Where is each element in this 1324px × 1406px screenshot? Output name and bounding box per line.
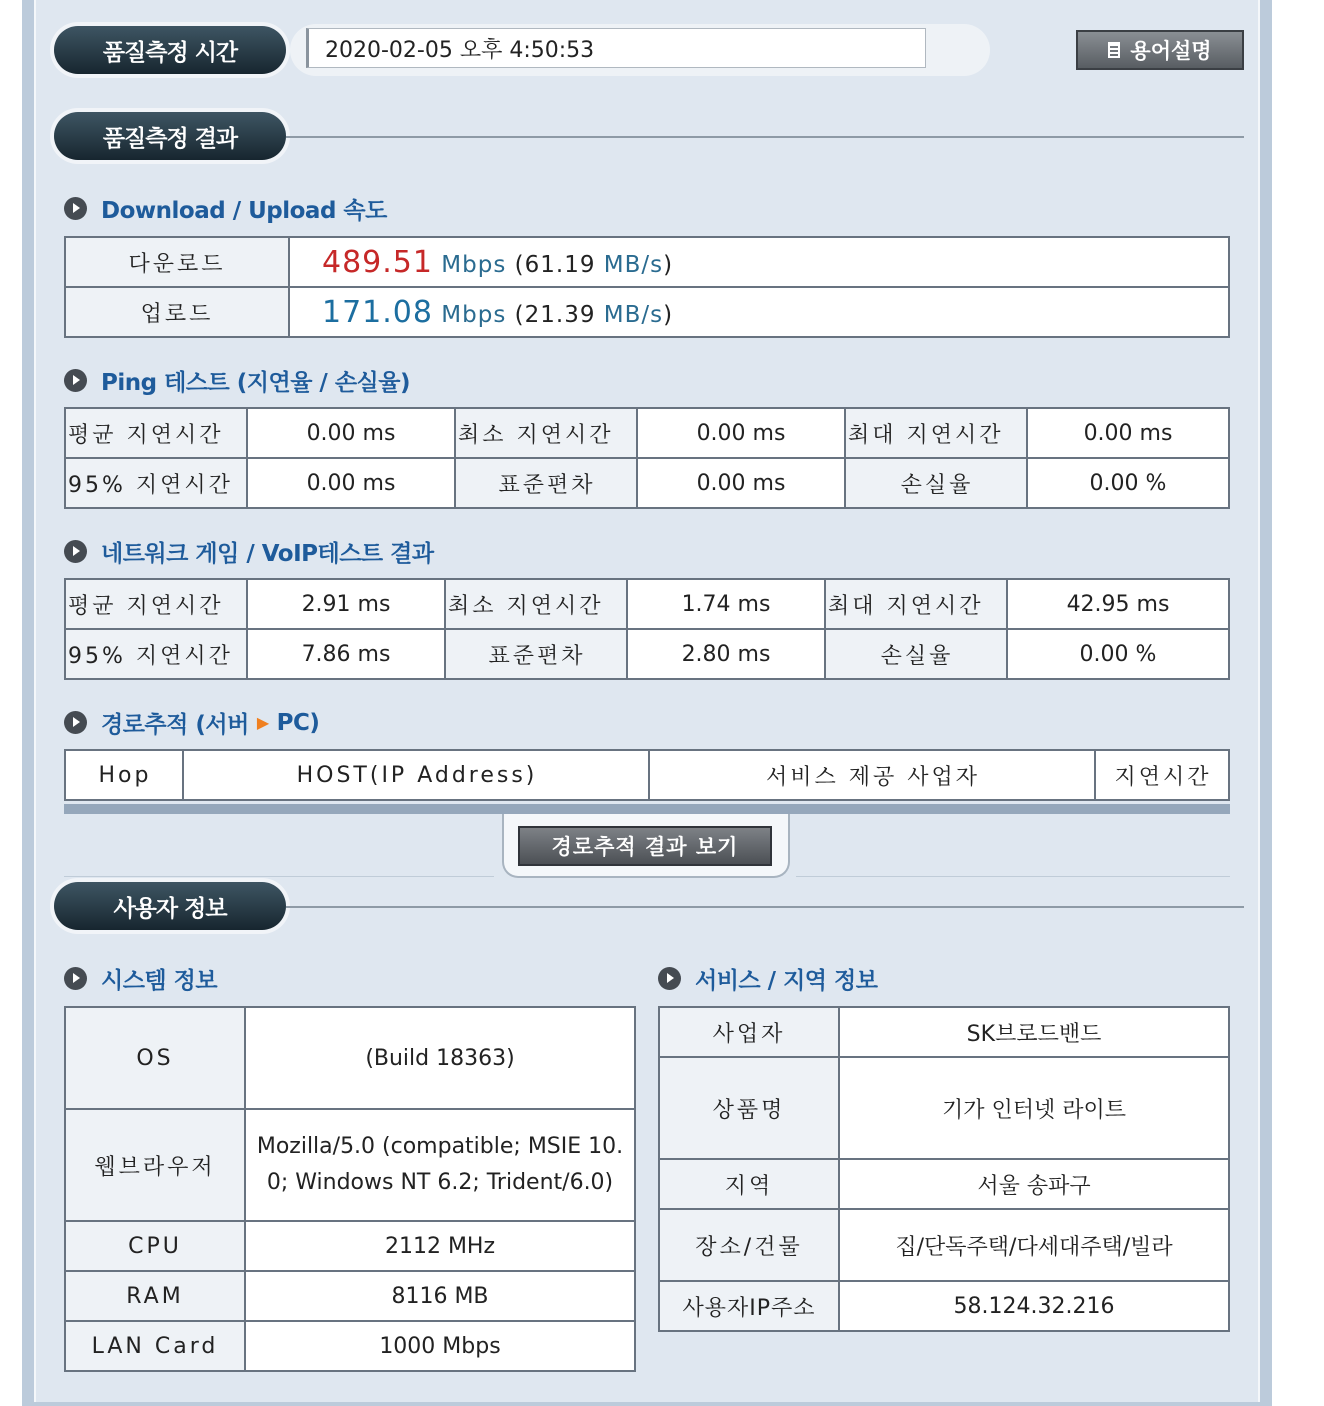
- glossary-button[interactable]: [1076, 30, 1244, 70]
- os-value: (Build 18363): [245, 1007, 635, 1109]
- ping-title-text: Ping 테스트 (지연율 / 손실율): [101, 370, 410, 396]
- bullet-icon: [64, 369, 87, 392]
- divider: [286, 136, 1244, 138]
- ram-value: 8116 MB: [245, 1271, 635, 1321]
- game-std-value: 2.80 ms: [627, 629, 825, 679]
- game-table: [64, 578, 1230, 680]
- location-label: 장소/건물: [659, 1209, 839, 1281]
- ping-avg-value: 0.00 ms: [247, 408, 455, 458]
- ping-p95-value: 0.00 ms: [247, 458, 455, 508]
- ram-label: RAM: [65, 1271, 245, 1321]
- game-min-label: 최소 지연시간: [445, 579, 627, 629]
- upload-unit: Mbps: [441, 301, 507, 328]
- game-std-label: 표준편차: [445, 629, 627, 679]
- col-hop: Hop: [65, 750, 183, 800]
- isp-value: SK브로드밴드: [839, 1007, 1229, 1057]
- ping-loss-value: 0.00 %: [1027, 458, 1229, 508]
- table-row: [659, 1281, 1229, 1331]
- lan-label: LAN Card: [65, 1321, 245, 1371]
- table-row: [65, 1321, 635, 1371]
- document-icon: [1108, 42, 1120, 58]
- speed-title-text: Download / Upload 속도: [101, 198, 387, 224]
- table-row: [659, 1057, 1229, 1159]
- ping-p95-label: 95% 지연시간: [65, 458, 247, 508]
- game-max-value: 42.95 ms: [1007, 579, 1229, 629]
- table-row: [65, 1271, 635, 1321]
- system-title: [64, 962, 217, 995]
- glossary-label: 용어설명: [1130, 39, 1212, 63]
- table-row: [659, 1007, 1229, 1057]
- upload-speed: 171.08: [322, 294, 433, 330]
- trace-title: [64, 706, 319, 739]
- download-speed: 489.51: [322, 244, 433, 280]
- system-title-text: 시스템 정보: [101, 968, 218, 994]
- game-loss-value: 0.00 %: [1007, 629, 1229, 679]
- download-mbs: 61.19: [524, 251, 596, 278]
- ping-min-label: 최소 지연시간: [455, 408, 637, 458]
- col-provider: 서비스 제공 사업자: [649, 750, 1095, 800]
- col-host: HOST(IP Address): [183, 750, 649, 800]
- cpu-label: CPU: [65, 1221, 245, 1271]
- upload-label: 업로드: [65, 287, 289, 337]
- product-value: 기가 인터넷 라이트: [839, 1057, 1229, 1159]
- game-min-value: 1.74 ms: [627, 579, 825, 629]
- ping-min-value: 0.00 ms: [637, 408, 845, 458]
- speed-title: [64, 192, 387, 225]
- bullet-icon: [64, 197, 87, 220]
- result-section-label: 품질측정 결과: [54, 112, 286, 160]
- location-value: 집/단독주택/다세대주택/빌라: [839, 1209, 1229, 1281]
- trace-result-button[interactable]: 경로추적 결과 보기: [518, 826, 772, 866]
- table-row: [659, 1209, 1229, 1281]
- ping-max-value: 0.00 ms: [1027, 408, 1229, 458]
- ping-std-value: 0.00 ms: [637, 458, 845, 508]
- region-value: 서울 송파구: [839, 1159, 1229, 1209]
- region-label: 지역: [659, 1159, 839, 1209]
- ping-title: [64, 364, 410, 397]
- trace-table: [64, 749, 1230, 801]
- col-latency: 지연시간: [1095, 750, 1229, 800]
- table-row: [65, 1221, 635, 1271]
- trace-bar: [64, 804, 1230, 814]
- user-section-label: 사용자 정보: [54, 882, 286, 930]
- table-row: [65, 287, 1229, 337]
- os-label: OS: [65, 1007, 245, 1109]
- ping-table: [64, 407, 1230, 509]
- download-value-cell: 489.51 Mbps (61.19 MB/s): [289, 237, 1229, 287]
- time-section-label: 품질측정 시간: [54, 26, 286, 74]
- service-table: [658, 1006, 1230, 1332]
- ping-avg-label: 평균 지연시간: [65, 408, 247, 458]
- game-title: [64, 535, 434, 568]
- lan-value: 1000 Mbps: [245, 1321, 635, 1371]
- bullet-icon: [64, 711, 87, 734]
- game-avg-value: 2.91 ms: [247, 579, 445, 629]
- game-p95-value: 7.86 ms: [247, 629, 445, 679]
- ping-loss-label: 손실율: [845, 458, 1027, 508]
- table-row: [65, 629, 1229, 679]
- system-table: [64, 1006, 636, 1372]
- bullet-icon: [64, 967, 87, 990]
- browser-value: Mozilla/5.0 (compatible; MSIE 10.0; Windows NT 6.2; Trident/6.0): [245, 1109, 635, 1221]
- service-title: [658, 962, 877, 995]
- table-row: [659, 1159, 1229, 1209]
- product-label: 상품명: [659, 1057, 839, 1159]
- time-value: 2020-02-05 오후 4:50:53: [325, 37, 595, 63]
- divider: [286, 906, 1244, 908]
- arrow-right-icon: ▶: [256, 713, 269, 732]
- trace-title-text-2: PC): [276, 709, 320, 736]
- time-field: [306, 28, 926, 68]
- isp-label: 사업자: [659, 1007, 839, 1057]
- game-max-label: 최대 지연시간: [825, 579, 1007, 629]
- table-row: [65, 1007, 635, 1109]
- cpu-value: 2112 MHz: [245, 1221, 635, 1271]
- table-header-row: [65, 750, 1229, 800]
- game-avg-label: 평균 지연시간: [65, 579, 247, 629]
- ip-label: 사용자IP주소: [659, 1281, 839, 1331]
- game-p95-label: 95% 지연시간: [65, 629, 247, 679]
- bullet-icon: [658, 967, 681, 990]
- table-row: [65, 458, 1229, 508]
- bullet-icon: [64, 540, 87, 563]
- table-row: [65, 579, 1229, 629]
- game-title-text: 네트워크 게임 / VoIP테스트 결과: [101, 541, 434, 567]
- table-row: [65, 237, 1229, 287]
- speed-table: [64, 236, 1230, 338]
- upload-mbs: 21.39: [524, 301, 596, 328]
- upload-mbs-unit: MB/s: [603, 301, 664, 328]
- ping-max-label: 최대 지연시간: [845, 408, 1027, 458]
- game-loss-label: 손실율: [825, 629, 1007, 679]
- divider: [796, 876, 1230, 877]
- upload-value-cell: 171.08 Mbps (21.39 MB/s): [289, 287, 1229, 337]
- divider: [64, 876, 494, 877]
- download-unit: Mbps: [441, 251, 507, 278]
- ip-value: 58.124.32.216: [839, 1281, 1229, 1331]
- download-mbs-unit: MB/s: [603, 251, 664, 278]
- trace-title-text: 경로추적 (서버: [101, 712, 249, 738]
- service-title-text: 서비스 / 지역 정보: [695, 968, 878, 994]
- browser-label: 웹브라우저: [65, 1109, 245, 1221]
- ping-std-label: 표준편차: [455, 458, 637, 508]
- download-label: 다운로드: [65, 237, 289, 287]
- table-row: [65, 1109, 635, 1221]
- table-row: [65, 408, 1229, 458]
